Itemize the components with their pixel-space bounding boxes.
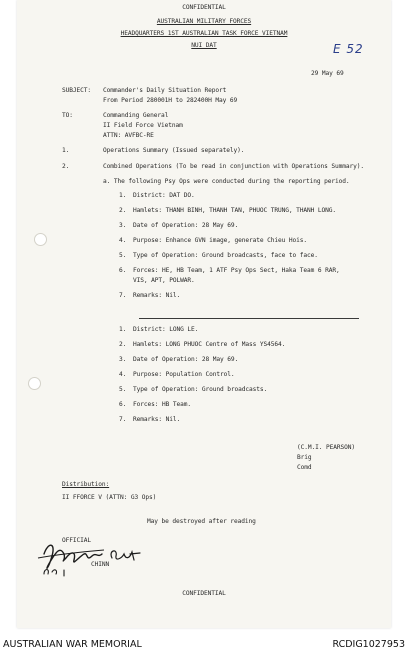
org-line-1: AUSTRALIAN MILITARY FORCES	[156, 18, 252, 25]
op1-item-num: 1.	[119, 192, 127, 199]
op2-district: District: LONG LE.	[133, 326, 199, 333]
op2-item-num: 5.	[119, 386, 127, 393]
subject-line-2: From Period 280001H to 282400H May 69	[103, 97, 238, 104]
official-stamp: CHINN	[91, 561, 110, 568]
op1-forces: Forces: HE, HB Team, 1 ATF Psy Ops Sect, Haka Team 6 RAR,	[133, 267, 340, 274]
footer-record-id: RCDIG1027953	[332, 639, 405, 650]
handwritten-signature	[30, 532, 150, 584]
op2-purpose: Purpose: Population Control.	[133, 371, 235, 378]
op1-item-num: 2.	[119, 207, 127, 214]
to-line-2: II Field Force Vietnam	[103, 122, 183, 129]
org-line-2: HEADQUARTERS 1ST AUSTRALIAN TASK FORCE VIETNAM	[120, 30, 288, 37]
op1-district: District: DAT DO.	[133, 192, 195, 199]
op1-remarks: Remarks: Nil.	[133, 292, 181, 299]
document-date: 29 May 69	[311, 70, 344, 77]
section-number: 1.	[62, 147, 70, 154]
op2-item-num: 7.	[119, 416, 127, 423]
distribution-label: Distribution:	[62, 481, 110, 488]
to-line-1: Commanding General	[103, 112, 169, 119]
op2-item-num: 6.	[119, 401, 127, 408]
op1-forces-cont: VIS, APT, POLWAR.	[133, 277, 195, 284]
signatory-name: (C.M.I. PEARSON)	[297, 444, 356, 451]
op1-item-num: 6.	[119, 267, 127, 274]
op1-item-num: 5.	[119, 252, 127, 259]
op2-date: Date of Operation: 28 May 69.	[133, 356, 239, 363]
section-divider	[139, 318, 359, 319]
section-number: 2.	[62, 163, 70, 170]
archive-footer	[0, 636, 408, 654]
op2-item-num: 4.	[119, 371, 127, 378]
op1-item-num: 4.	[119, 237, 127, 244]
op2-remarks: Remarks: Nil.	[133, 416, 181, 423]
footer-source: AUSTRALIAN WAR MEMORIAL	[3, 639, 142, 650]
signatory-rank: Brig	[297, 454, 312, 461]
classification-top: CONFIDENTIAL	[182, 4, 226, 11]
op1-item-num: 3.	[119, 222, 127, 229]
op2-hamlets: Hamlets: LONG PHUOC Centre of Mass YS4564.	[133, 341, 286, 348]
section-2a-text: a. The following Psy Ops were conducted during the reporting period.	[103, 178, 350, 185]
signatory-role: Comd	[297, 464, 312, 471]
op2-forces: Forces: HB Team.	[133, 401, 192, 408]
classification-bottom: CONFIDENTIAL	[182, 590, 226, 597]
op2-item-num: 1.	[119, 326, 127, 333]
to-line-3: ATTN: AVFBC-RE	[103, 132, 154, 139]
op1-type: Type of Operation: Ground broadcasts, face to face.	[133, 252, 318, 259]
subject-label: SUBJECT:	[62, 87, 92, 94]
reference-annotation: E 52	[333, 42, 364, 56]
op2-type: Type of Operation: Ground broadcasts.	[133, 386, 268, 393]
punch-hole	[28, 377, 41, 390]
official-label: OFFICIAL	[62, 537, 92, 544]
destruction-note: May be destroyed after reading	[147, 518, 256, 525]
op1-date: Date of Operation: 28 May 69.	[133, 222, 239, 229]
distribution-line: II FFORCE V (ATTN: G3 Ops)	[62, 494, 157, 501]
subject-line-1: Commander's Daily Situation Report	[103, 87, 227, 94]
section-2-text: Combined Operations (To be read in conjunction with Operations Summary).	[103, 163, 365, 170]
op1-item-num: 7.	[119, 292, 127, 299]
to-label: TO:	[62, 112, 73, 119]
punch-hole	[34, 233, 47, 246]
section-1-text: Operations Summary (Issued separately).	[103, 147, 245, 154]
op1-purpose: Purpose: Enhance GVN image, generate Chieu Hois.	[133, 237, 308, 244]
op2-item-num: 2.	[119, 341, 127, 348]
org-line-3: NUI DAT	[191, 42, 217, 49]
op2-item-num: 3.	[119, 356, 127, 363]
op1-hamlets: Hamlets: THANH BINH, THANH TAN, PHUOC TRUNG, THANH LONG.	[133, 207, 337, 214]
